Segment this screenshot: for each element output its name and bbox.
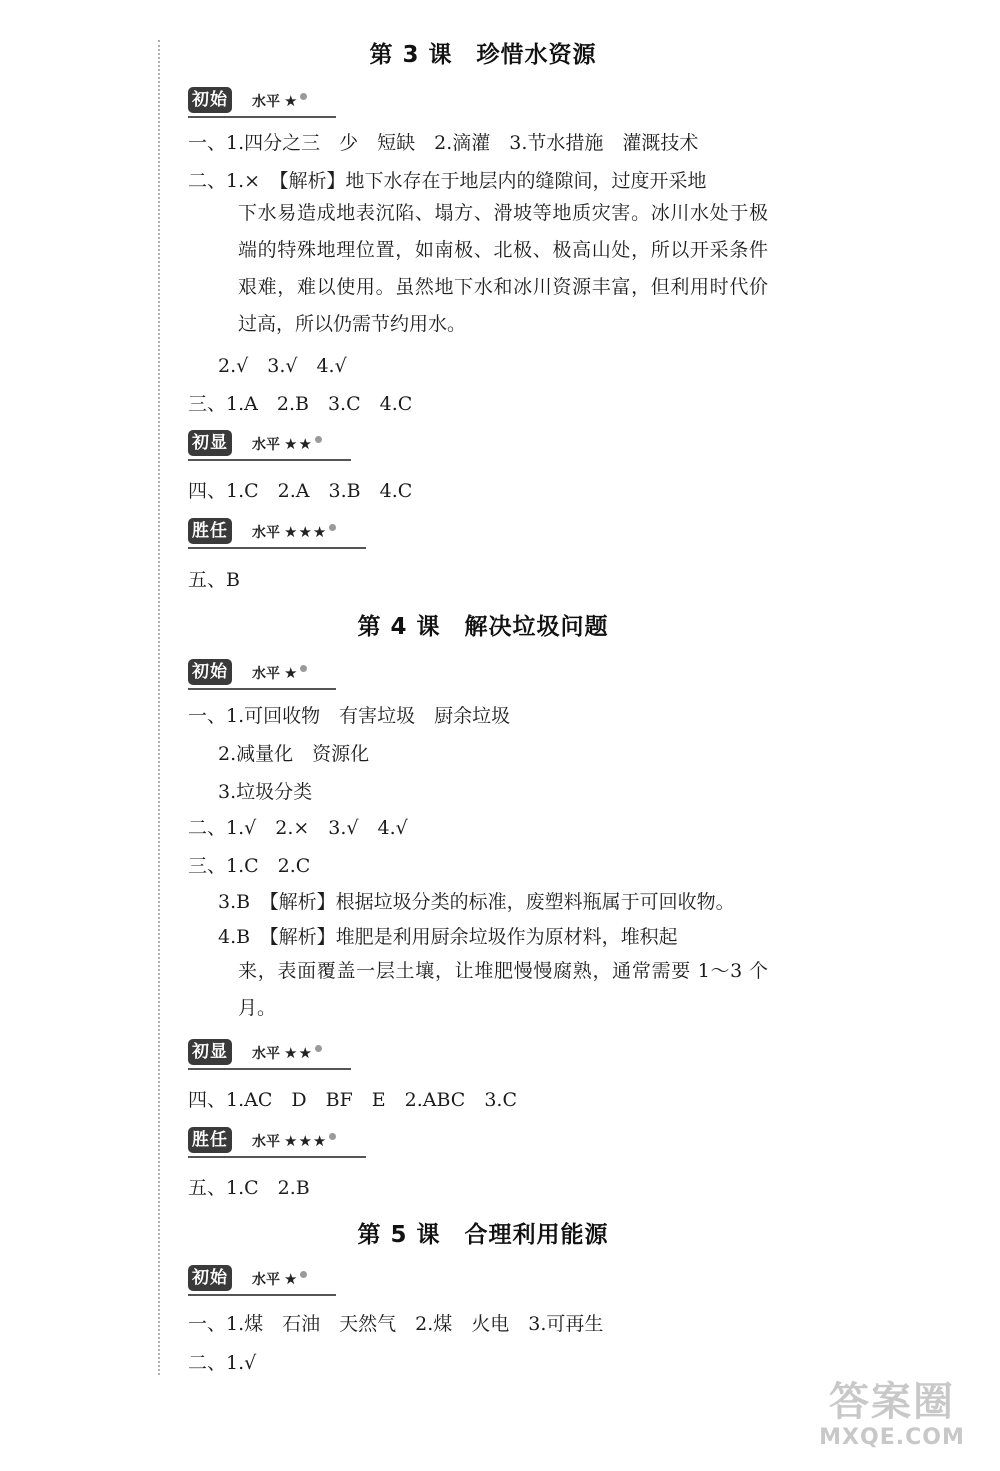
dot-icon xyxy=(329,1133,336,1140)
badge-underline xyxy=(188,454,351,461)
answer-line: 三、1.C 2.C xyxy=(188,855,311,877)
badge-tag: 初始 xyxy=(188,1265,232,1291)
badge-level: 水平 ★★★ xyxy=(252,518,336,544)
answer-line: 四、1.AC D BF E 2.ABC 3.C xyxy=(188,1089,518,1111)
star-icon: ★★★ xyxy=(284,523,328,541)
lesson-4-title: 第 4 课 解决垃圾问题 xyxy=(357,614,609,640)
answer-line: 一、1.可回收物 有害垃圾 厨余垃圾 xyxy=(188,705,511,727)
badge-level: 水平 ★ xyxy=(252,87,307,113)
explanation-paragraph: 来，表面覆盖一层土壤，让堆肥慢慢腐熟，通常需要 1～3 个月。 xyxy=(238,960,768,1019)
star-icon: ★★ xyxy=(284,435,313,453)
badge-level: 水平 ★★★ xyxy=(252,1127,336,1153)
level-badge-emerging xyxy=(188,430,353,458)
badge-underline xyxy=(188,542,366,549)
badge-underline xyxy=(188,1289,336,1296)
badge-tag: 初显 xyxy=(188,430,232,456)
badge-tag: 胜任 xyxy=(188,1127,232,1153)
badge-level: 水平 ★ xyxy=(252,659,307,685)
badge-underline xyxy=(188,1151,366,1158)
badge-tag: 初始 xyxy=(188,659,232,685)
dot-icon xyxy=(300,1271,307,1278)
level-badge-competent xyxy=(188,1127,368,1155)
star-icon: ★ xyxy=(284,92,299,110)
dot-icon xyxy=(300,665,307,672)
answer-line: 三、1.A 2.B 3.C 4.C xyxy=(188,393,413,415)
star-icon: ★ xyxy=(284,1270,299,1288)
answer-line: 一、1.四分之三 少 短缺 2.滴灌 3.节水措施 灌溉技术 xyxy=(188,132,699,154)
answer-line: 二、1.× 【解析】地下水存在于地层内的缝隙间，过度开采地 xyxy=(188,170,707,192)
star-icon: ★★ xyxy=(284,1044,313,1062)
explanation-paragraph: 下水易造成地表沉陷、塌方、滑坡等地质灾害。冰川水处于极端的特殊地理位置，如南极、北极、极高山处，所以开采条件艰难，难以使用。虽然地下水和冰川资源丰富，但利用时代价过高，所以仍需节约用水。 xyxy=(238,202,768,335)
answer-line: 二、1.√ 2.× 3.√ 4.√ xyxy=(188,817,408,839)
answer-line: 2.√ 3.√ 4.√ xyxy=(218,355,347,377)
badge-level: 水平 ★★ xyxy=(252,1039,322,1065)
badge-tag: 初始 xyxy=(188,87,232,113)
badge-underline xyxy=(188,683,336,690)
badge-tag: 初显 xyxy=(188,1039,232,1065)
badge-level: 水平 ★ xyxy=(252,1265,307,1291)
level-badge-emerging xyxy=(188,1039,353,1067)
answer-line: 五、1.C 2.B xyxy=(188,1177,310,1199)
level-badge-initial xyxy=(188,659,338,687)
level-badge-competent xyxy=(188,518,368,546)
answer-line: 4.B 【解析】堆肥是利用厨余垃圾作为原材料，堆积起 xyxy=(218,926,678,948)
badge-tag: 胜任 xyxy=(188,518,232,544)
dot-icon xyxy=(315,436,322,443)
badge-underline xyxy=(188,1063,351,1070)
star-icon: ★ xyxy=(284,664,299,682)
level-badge-initial xyxy=(188,87,338,115)
answer-line: 2.减量化 资源化 xyxy=(218,743,370,765)
watermark-logo-text: 答案圈 xyxy=(829,1379,955,1425)
answer-line: 3.B 【解析】根据垃圾分类的标准，废塑料瓶属于可回收物。 xyxy=(218,891,735,913)
answer-line: 五、B xyxy=(188,569,240,591)
dot-icon xyxy=(329,524,336,531)
star-icon: ★★★ xyxy=(284,1132,328,1150)
lesson-5-title: 第 5 课 合理利用能源 xyxy=(357,1222,609,1248)
level-badge-initial xyxy=(188,1265,338,1293)
site-watermark xyxy=(802,1379,982,1459)
badge-underline xyxy=(188,111,336,118)
answer-line: 3.垃圾分类 xyxy=(218,781,313,803)
dot-icon xyxy=(300,93,307,100)
dot-icon xyxy=(315,1045,322,1052)
lesson-3-title: 第 3 课 珍惜水资源 xyxy=(369,42,597,68)
answer-line: 四、1.C 2.A 3.B 4.C xyxy=(188,480,413,502)
answer-line: 一、1.煤 石油 天然气 2.煤 火电 3.可再生 xyxy=(188,1313,604,1335)
answer-line: 二、1.√ xyxy=(188,1352,257,1374)
badge-level: 水平 ★★ xyxy=(252,430,322,456)
watermark-domain: MXQE.COM xyxy=(819,1425,965,1450)
